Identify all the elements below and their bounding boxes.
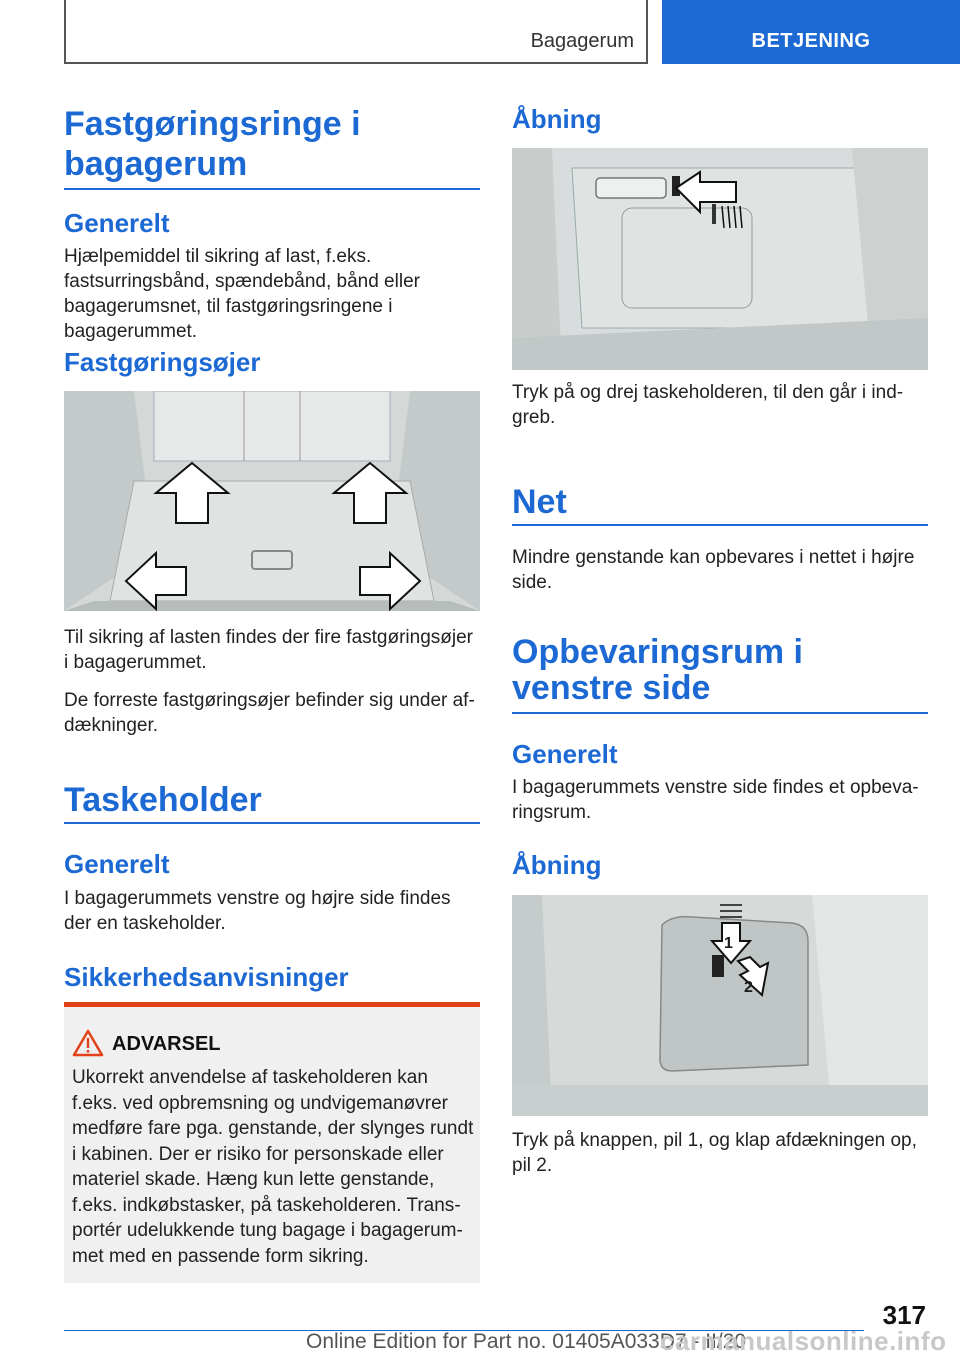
bag-holder-illustration	[512, 148, 928, 370]
header-chapter-tab[interactable]: BETJENING	[662, 0, 960, 64]
arrow-label-2: 2	[744, 979, 753, 996]
storage-illustration	[512, 895, 928, 1116]
heading-general-2: Generelt	[64, 849, 170, 879]
header-section-title: Bagagerum	[530, 30, 634, 52]
watermark: carmanualsonline.info	[660, 1326, 947, 1356]
text-net: Mindre genstande kan opbevares i nettet i højre side.	[512, 547, 915, 593]
heading-bag-holder: Taskeholder	[64, 780, 480, 824]
warning-box	[64, 1002, 480, 1283]
page-number: 317	[882, 1300, 926, 1330]
footer-edition: Online Edition for Part no. 01405A033D7 - II/20	[306, 1330, 747, 1353]
heading-general-3: Generelt	[512, 739, 618, 769]
heading-opening-2: Åbning	[512, 850, 602, 880]
bag-holder-image	[512, 148, 928, 370]
text-opening-2: Tryk på knappen, pil 1, og klap afdækningen op, pil 2.	[512, 1130, 917, 1176]
text-eyes-2: De forreste fastgøringsøjer befinder sig under afdækninger.	[64, 690, 475, 736]
text-general-3: I bagagerummets venstre side findes et opbevaringsrum.	[512, 777, 919, 823]
heading-storage: Opbevaringsrum i venstre side	[512, 634, 928, 714]
warning-title: ADVARSEL	[112, 1033, 221, 1055]
warning-text: Ukorrekt anvendelse af taskeholderen kan f.eks. ved opbremsning og undvigemanøvrer medføre fare pga. genstande, der slynges rundt i kabinen. Der er risiko for personskade eller materiel skade. Hæng kun lette genstande, f.eks. indkøbstasker, på taskeholderen. Transportér udelukkende tung bagage i bagagerummet med en passende form sikring.	[72, 1067, 474, 1267]
heading-rings: Fastgøringsringe i bagagerum	[64, 104, 480, 190]
warning-triangle-icon	[72, 1029, 104, 1057]
heading-net: Net	[512, 482, 928, 526]
heading-opening-1: Åbning	[512, 104, 602, 134]
arrow-label-1: 1	[724, 935, 733, 952]
text-opening-1: Tryk på og drej taskeholderen, til den går i indgreb.	[512, 382, 904, 428]
trunk-tie-down-image	[64, 391, 480, 611]
text-general-2: I bagagerummets venstre og højre side findes der en taskeholder.	[64, 888, 451, 934]
text-eyes-1: Til sikring af lasten findes der fire fastgøringsøjer i bagagerummet.	[64, 627, 474, 673]
trunk-illustration	[64, 391, 480, 611]
storage-compartment-image	[512, 895, 928, 1116]
heading-general-1: Generelt	[64, 208, 170, 238]
heading-eyes: Fastgøringsøjer	[64, 347, 261, 377]
text-general-1: Hjælpemiddel til sikring af last, f.eks. fastsurringsbånd, spændebånd, bånd eller bagagerumsnet, til fastgøringsringene i bagagerummet.	[64, 246, 420, 342]
heading-safety: Sikkerhedsanvisninger	[64, 962, 349, 992]
